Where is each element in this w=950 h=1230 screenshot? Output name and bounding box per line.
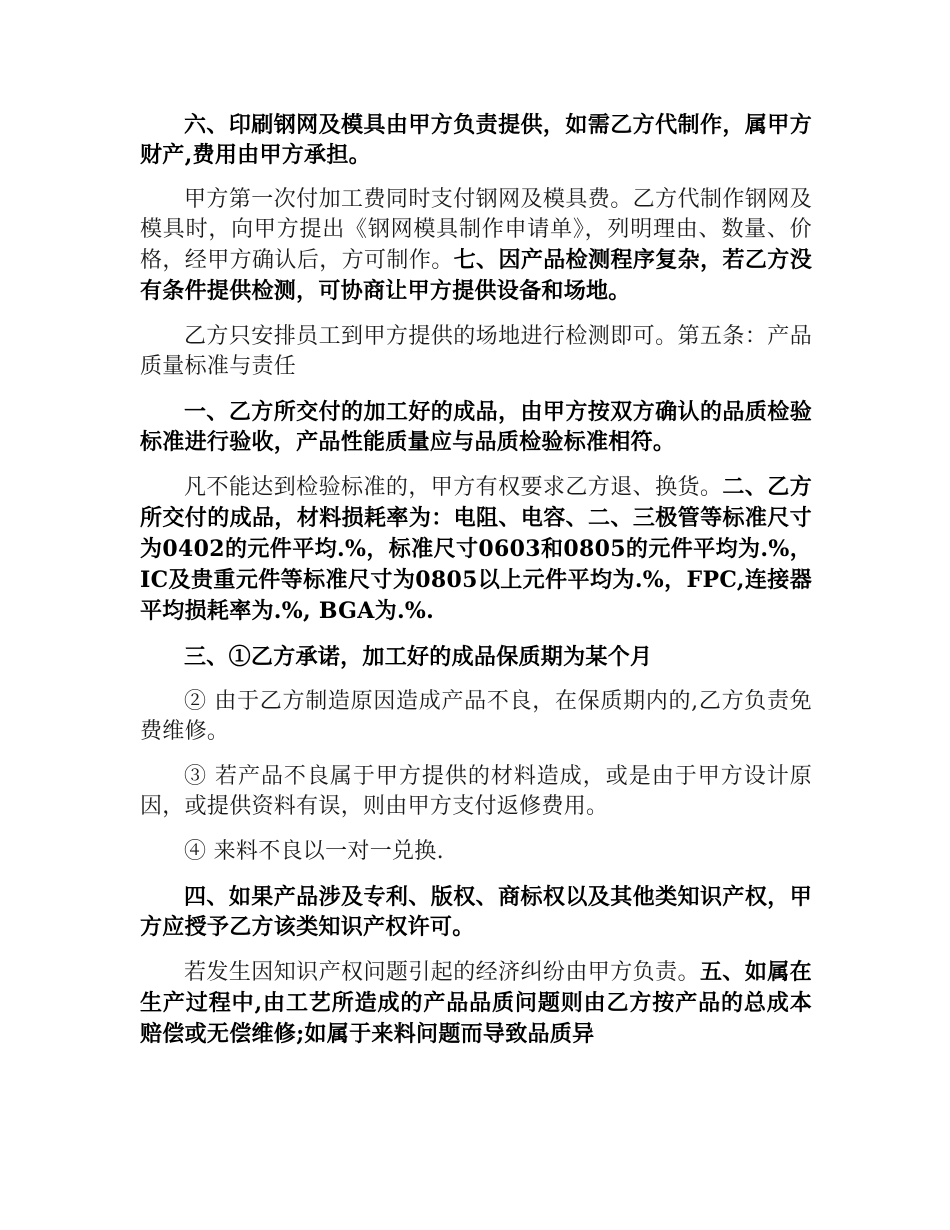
- clause-five-process-quality: 五、如属在生产过程中,由工艺所造成的产品品质问题则由乙方按产品的总成本赔偿或无偿维修;如属于来料问题而导致品质异: [140, 959, 812, 1047]
- document-page: [140, 110, 812, 1065]
- warranty-item-3: ③ 若产品不良属于甲方提供的材料造成，或是由于甲方设计原因，或提供资料有误，则由甲方支付返修费用。: [140, 764, 812, 819]
- paragraph-inspection-site-and-article-five: 乙方只安排员工到甲方提供的场地进行检测即可。第五条：产品质量标准与责任: [140, 324, 812, 379]
- paragraph-stencil-fee-and-clause-seven: [140, 185, 812, 307]
- clause-two-loss-rate: 二、乙方所交付的成品，材料损耗率为：电阻、电容、二、三极管等标准尺寸为0402的元件平均.%，标准尺寸0603和0805的元件平均为.%，IC及贵重元件等标准尺寸为0805以上元件平均为.%，FPC,连接器平均损耗率为.%, BGA为.%.: [140, 474, 813, 624]
- clause-seven-inspection: 七、因产品检测程序复杂，若乙方没有条件提供检测，可协商让甲方提供设备和场地。: [140, 247, 813, 304]
- ip-dispute-text: 若发生因知识产权问题引起的经济纠纷由甲方负责。: [184, 960, 700, 985]
- warranty-item-2: ② 由于乙方制造原因造成产品不良，在保质期内的,乙方负责免费维修。: [140, 689, 812, 744]
- paragraph-ip-dispute-and-clause-five: [140, 957, 812, 1050]
- warranty-item-4: ④ 来料不良以一对一兑换.: [184, 839, 444, 864]
- paragraph-return-and-clause-two: [140, 472, 812, 627]
- clause-one-acceptance: 一、乙方所交付的加工好的成品，由甲方按双方确认的品质检验标准进行验收，产品性能质量应与品质检验标准相符。: [140, 399, 812, 455]
- clause-three-warranty: 三、①乙方承诺，加工好的成品保质期为某个月: [184, 644, 653, 670]
- return-exchange-text: 凡不能达到检验标准的，甲方有权要求乙方退、换货。: [184, 475, 723, 500]
- clause-four-ip: 四、如果产品涉及专利、版权、商标权以及其他类知识产权，甲方应授予乙方该类知识产权许可。: [140, 884, 812, 940]
- clause-six-stencil-molds: 六、印刷钢网及模具由甲方负责提供，如需乙方代制作，属甲方财产,费用由甲方承担。: [140, 112, 812, 168]
- stencil-fee-text: 甲方第一次付加工费同时支付钢网及模具费。乙方代制作钢网及模具时，向甲方提出《钢网模具制作申请单》，列明理由、数量、价格，经甲方确认后，方可制作。: [140, 187, 812, 273]
